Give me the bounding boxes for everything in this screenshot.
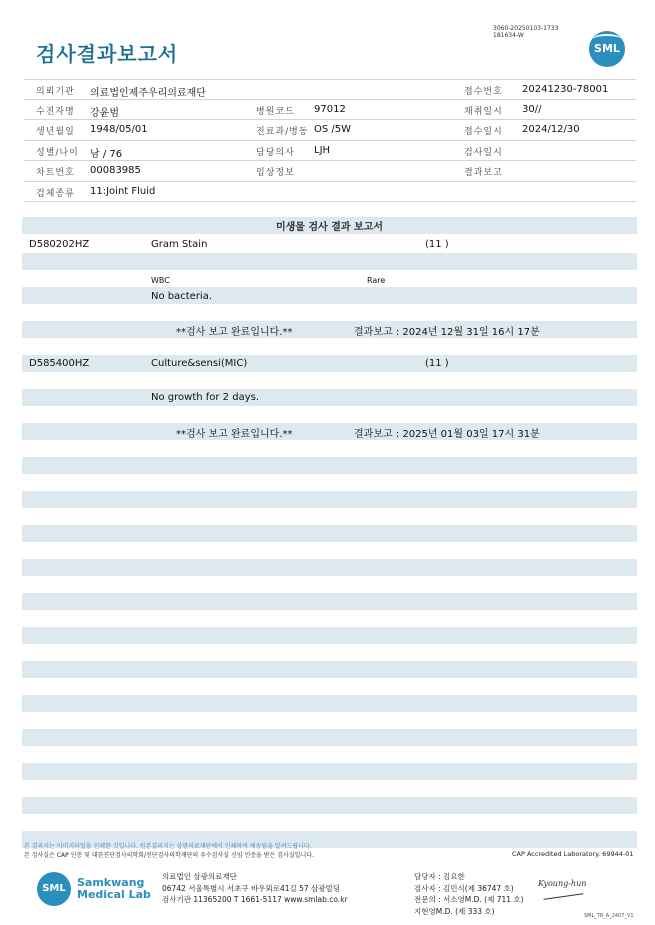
info-value: 강윤범: [90, 107, 119, 119]
stripe-row: [22, 423, 637, 440]
info-row: [24, 100, 636, 121]
result-code: D585400HZ: [29, 358, 90, 369]
patient-info-table: [24, 79, 636, 202]
signature: Kyoung-hun: [538, 879, 587, 888]
info-label: 검사일시: [464, 147, 503, 158]
staff-line: 전문의 : 서소영M.D. (제 711 호): [414, 895, 524, 904]
footer-brand: [77, 877, 151, 901]
info-label: 검체종류: [36, 188, 75, 199]
info-label: 결과보고: [464, 168, 503, 178]
footer-logo-icon: [37, 872, 71, 906]
document-id-line-2: 181634-W: [493, 32, 524, 39]
report-complete-text: **검사 보고 완료입니다.**: [176, 429, 293, 440]
staff-line: 담당자 : 김요한: [414, 872, 465, 881]
info-value: 00083985: [90, 165, 141, 176]
info-label: 채취일시: [464, 106, 503, 117]
result-count: (11 ): [425, 239, 449, 250]
wbc-value: Rare: [367, 276, 386, 285]
result-test-name: Culture&sensi(MIC): [151, 358, 248, 369]
footer-address: [162, 871, 348, 906]
stripe-row: [22, 355, 637, 372]
info-label: 접수일시: [464, 127, 503, 137]
report-datetime: 결과보고 : 2025년 01월 03일 17시 31분: [354, 429, 540, 440]
signature-stroke: [543, 893, 584, 908]
info-value: OS /5W: [314, 124, 352, 135]
stripe-row: [22, 797, 637, 814]
info-label: 병원코드: [256, 106, 295, 117]
info-value: 의료법인제주우리의료재단: [90, 88, 206, 99]
address-line: 의료법인 삼광의료재단: [162, 872, 237, 881]
info-label: 진료과/병동: [256, 127, 309, 137]
stripe-row: [22, 457, 637, 474]
page-title: 검사결과보고서: [36, 42, 179, 66]
stripe-row: [22, 763, 637, 780]
result-code: D580202HZ: [29, 239, 90, 250]
info-label: 수진자명: [36, 106, 75, 117]
info-value: 남 / 76: [90, 148, 123, 160]
report-complete-text: **검사 보고 완료입니다.**: [176, 327, 293, 338]
wbc-label: WBC: [151, 276, 170, 285]
info-value: 20241230-78001: [522, 84, 609, 95]
address-line: 06742 서울특별시 서초구 바우뫼로41길 57 삼광빌딩: [162, 883, 341, 893]
document-id: [493, 25, 558, 39]
info-row: [24, 141, 636, 162]
certification-notice: 본 검사실은 CAP 인증 및 대한진단검사의학회/진단검사의학재단의 우수검사실 신임 인증을 받은 검사실입니다.: [24, 852, 314, 859]
info-value: 2024/12/30: [522, 124, 580, 135]
stripe-row: [22, 389, 637, 406]
info-label: 임상정보: [256, 168, 295, 178]
info-label: 의뢰기관: [36, 87, 75, 97]
info-label: 생년월일: [36, 127, 75, 137]
info-label: 차트번호: [36, 168, 75, 178]
stripe-row: [22, 491, 637, 508]
sml-logo: [589, 31, 625, 67]
info-value: LJH: [314, 144, 331, 156]
result-finding: No growth for 2 days.: [151, 392, 260, 403]
info-row: [24, 161, 636, 182]
stripe-row: [22, 525, 637, 542]
stripe-row: [22, 559, 637, 576]
result-test-name: Gram Stain: [151, 239, 208, 250]
result-count: (11 ): [425, 358, 449, 369]
info-label: 접수번호: [464, 87, 503, 97]
footer-staff: [414, 871, 524, 917]
stripe-row: [22, 321, 637, 338]
stripe-row: [22, 627, 637, 644]
brand-line-1: Samkwang: [77, 876, 145, 889]
info-value: 1948/05/01: [90, 124, 148, 135]
info-value: 97012: [314, 103, 346, 115]
info-value: 11:Joint Fluid: [90, 185, 156, 197]
info-row: [24, 182, 636, 203]
report-datetime: 결과보고 : 2024년 12월 31일 16시 17분: [354, 327, 540, 338]
stripe-row: [22, 253, 637, 270]
footer-logo-text: SML: [42, 883, 66, 894]
info-label: 담당의사: [256, 147, 295, 158]
cap-accreditation: CAP Accredited Laboratory. 69944-01: [512, 850, 634, 858]
stripe-row: [22, 593, 637, 610]
stripe-row: [22, 695, 637, 712]
document-id-line-1: 3060-20250103-1733: [493, 25, 559, 32]
section-title: 미생물 검사 결과 보고서: [275, 222, 384, 233]
form-code: SML_TR_A_2407_V1: [584, 913, 634, 919]
info-row: [24, 79, 636, 100]
result-finding: No bacteria.: [151, 291, 213, 302]
image-notice: 본 결과지는 이미지파일을 인쇄한 것입니다. 원본결과지는 삼광의료재단에서 인쇄하여 배송됨을 알려드립니다.: [24, 843, 312, 850]
address-line: 검사기관 11365200 T 1661-5117 www.smlab.co.kr: [162, 895, 348, 904]
info-row: [24, 120, 636, 141]
brand-line-2: Medical Lab: [77, 888, 151, 901]
stripe-row: [22, 287, 637, 304]
stripe-row: [22, 729, 637, 746]
staff-line: 지현영M.D. (제 333 호): [414, 906, 495, 916]
info-value: 30//: [522, 103, 542, 115]
info-label: 성별/나이: [36, 147, 79, 158]
stripe-row: [22, 661, 637, 678]
logo-text: SML: [594, 42, 620, 55]
staff-line: 검사자 : 김민식(제 36747 호): [414, 883, 514, 893]
